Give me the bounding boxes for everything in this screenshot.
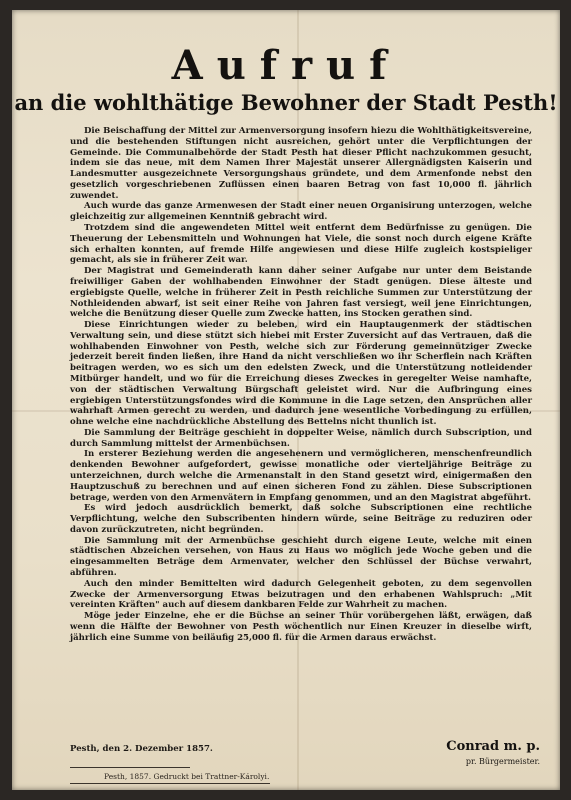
paragraph: Trotzdem sind die angewendeten Mittel weit entfernt dem Bedürfnisse zu genügen. Die Theuerung der Lebensmitteln und Wohnungen hat Viele, die sonst noch durch eigene Kräfte sich erhalten konnten, auf fremde Hilfe angewiesen und diese Hilfe zugleich kostspieliger gemacht, als sie in früherer Zeit war. [70, 223, 532, 266]
signature-title: pr. Bürgermeister. [465, 757, 540, 766]
paragraph: Der Magistrat und Gemeinderath kann daher seiner Aufgabe nur unter dem Beistande freiwilliger Gaben der wohlhabenden Einwohner der Stadt genügen. Diese älteste und ergiebigste Quelle, welche in früherer Zeit in Pesth reichliche Summen zur Unterstützung der Nothleidenden abwarf, ist seit einer Reihe von Jahren fast versiegt, weil jene Einrichtungen, welche die Benützung dieser Quelle zum Zwecke hatten, ins Stocken gerathen sind. [70, 266, 532, 320]
printer-imprint: Pesth, 1857. Gedruckt bei Trattner-Károlyi. [104, 772, 270, 781]
paragraph: Diese Einrichtungen wieder zu beleben, wird ein Hauptaugenmerk der städtischen Verwaltung sein, und diese stützt sich hiebei mit Erster Zuversicht auf das Vertrauen, daß die wohlhabenden Einwohner von Pesth, welche sich zur Förderung gemeinnütziger Zwecke jederzeit bereit finden ließen, ihre Hand da nicht verschließen wo ihr Scherflein nach Kräften beitragen werden, wo es sich um den edelsten Zweck, und die Unterstützung notleidender Mitbürger handelt, und wo für die Erreichung dieses Zweckes in geregelter Weise namhafte, von der städtischen Verwaltung Bürgschaft geleistet wird. Nur die Aufbringung eines ergiebigen Unterstützungsfondes wird die Kommune in die Lage setzen, den Ansprüchen aller wahrhaft Armen gerecht zu werden, und dadurch jene wesentliche Vorbedingung zu erfüllen, ohne welche eine nachdrückliche Abstellung des Bettelns nicht thunlich ist. [70, 320, 532, 428]
paragraph: Es wird jedoch ausdrücklich bemerkt, daß solche Subscriptionen eine rechtliche Verpflichtung, welche den Subscribenten hindern würde, seine Beiträge zu reduziren oder davon zurückzutreten, nicht begründen. [70, 503, 532, 535]
divider [70, 767, 190, 768]
paragraph: Die Sammlung der Beiträge geschieht in doppelter Weise, nämlich durch Subscription, und durch Sammlung mittelst der Armenbüchsen. [70, 427, 532, 449]
paragraph: Auch den minder Bemittelten wird dadurch Gelegenheit geboten, zu dem segenvollen Zwecke der Armenversorgung Etwas beizutragen und den erhabenen Wahlspruch: „Mit vereinten Kräften" auch auf diesem dankbaren Felde zur Wahrheit zu machen. [70, 578, 532, 611]
paragraph: Die Sammlung mit der Armenbüchse geschieht durch eigene Leute, welche mit einen städtischen Abzeichen versehen, von Haus zu Haus wo möglich jede Woche geben und die eingesammelten Beträge dem Armenvater, welcher den Schlüssel der Büchse verwahrt, abführen. [70, 535, 532, 579]
paragraph: Die Beischaffung der Mittel zur Armenversorgung insofern hiezu die Wohlthätigkeitsvereine, und die bestehenden Stiftungen nicht ausreichen, gehört unter die Verpflichtungen der Gemeinde. Die Communalbehörde der Stadt Pesth hat dieser Pflicht nachzukommen gesucht, indem sie das neue, mit dem Namen Ihrer Majestät unserer Allergnädigsten Kaiserin und Landesmutter ausgezeichnete Versorgungshaus gründete, und dem Armenfonde nebst den gesetzlich vorgeschriebenen Zuflüssen einen baaren Betrag von fast 10,000 fl. jährlich zuwendet. [70, 126, 532, 201]
date-line: Pesth, den 2. Dezember 1857. [70, 744, 213, 754]
paragraph: Auch wurde das ganze Armenwesen der Stadt einer neuen Organisirung unterzogen, welche gleichzeitig zur allgemeinen Kenntniß gebracht wird. [70, 201, 532, 223]
document-title: Aufruf [171, 42, 401, 89]
document-subtitle: an die wohlthätige Bewohner der Stadt Pesth! [14, 90, 558, 115]
divider [70, 783, 270, 784]
document-sheet [12, 10, 560, 790]
paragraph: Möge jeder Einzelne, ehe er die Büchse an seiner Thür vorübergehen läßt, erwägen, daß wenn die Hälfte der Bewohner von Pesth wöchentlich nur Einen Kreuzer in dieselbe wirft, jährlich eine Summe von beiläufig 25,000 fl. für die Armen daraus erwächst. [70, 611, 532, 643]
signature-name: Conrad m. p. [446, 739, 540, 754]
paragraph: In ersterer Beziehung werden die angesehenern und vermöglicheren, menschenfreundlich denkenden Bewohner aufgefordert, gewisse monatliche oder vierteljährige Beiträge zu unterzeichnen, durch welche die Armenanstalt in den Stand gesetzt wird, einigermaßen den Hauptzuschuß zu berechnen und auf einen sicheren Fond zu zählen. Diese Subscriptionen betrage, werden von den Armenvätern in Empfang genommen, und an den Magistrat abgeführt. [70, 449, 532, 503]
document-body [70, 126, 532, 644]
